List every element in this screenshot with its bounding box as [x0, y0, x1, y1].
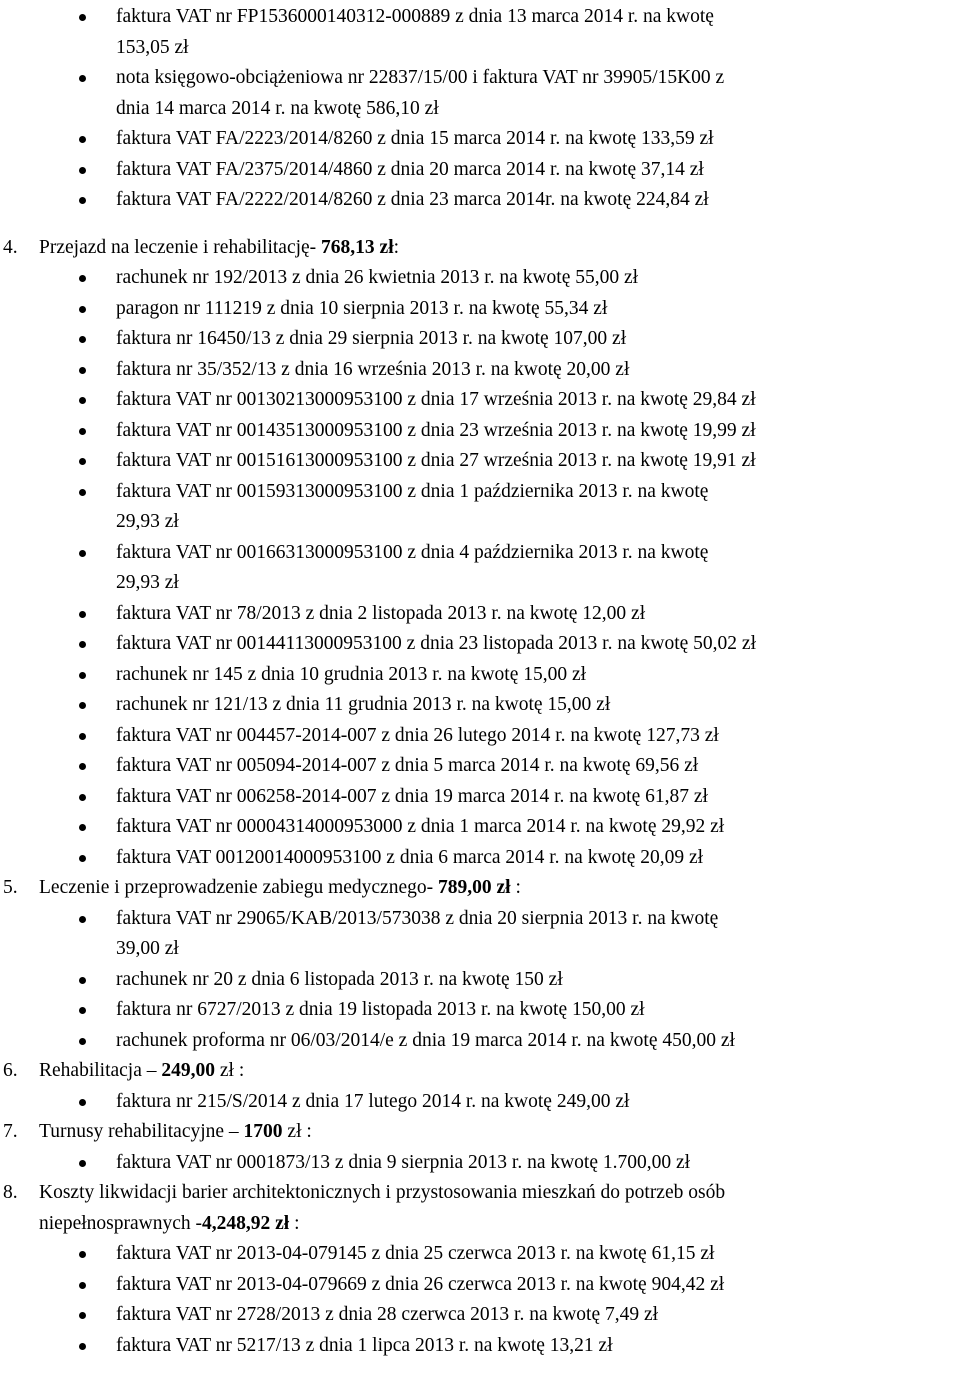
section-heading — [0, 873, 960, 904]
section-amount: 768,13 zł — [321, 236, 394, 258]
list-item: faktura VAT nr 78/2013 z dnia 2 listopada 2013 r. na kwotę 12,00 zł — [0, 599, 960, 630]
list-item: faktura VAT nr 2013-04-079669 z dnia 26 czerwca 2013 r. na kwotę 904,42 zł — [0, 1270, 960, 1301]
list-item: faktura VAT nr 5217/13 z dnia 1 lipca 2013 r. na kwotę 13,21 zł — [0, 1331, 960, 1362]
list-item: faktura VAT nr FP1536000140312-000889 z dnia 13 marca 2014 r. na kwotę — [0, 2, 960, 33]
list-item: faktura VAT nr 00151613000953100 z dnia 27 września 2013 r. na kwotę 19,91 zł — [0, 446, 960, 477]
list-item: faktura VAT 00120014000953100 z dnia 6 marca 2014 r. na kwotę 20,09 zł — [0, 843, 960, 874]
list-item-continuation: 29,93 zł — [116, 511, 179, 532]
list-item: faktura nr 35/352/13 z dnia 16 września 2013 r. na kwotę 20,00 zł — [0, 355, 960, 386]
list-item: faktura VAT nr 00004314000953000 z dnia 1 marca 2014 r. na kwotę 29,92 zł — [0, 812, 960, 843]
section-number: 6. — [3, 1060, 18, 1081]
list-item: rachunek proforma nr 06/03/2014/e z dnia 19 marca 2014 r. na kwotę 450,00 zł — [0, 1026, 960, 1057]
list-item: rachunek nr 121/13 z dnia 11 grudnia 2013 r. na kwotę 15,00 zł — [0, 690, 960, 721]
list-item: rachunek nr 20 z dnia 6 listopada 2013 r. na kwotę 150 zł — [0, 965, 960, 996]
list-item: faktura VAT nr 00130213000953100 z dnia 17 września 2013 r. na kwotę 29,84 zł — [0, 385, 960, 416]
list-item: faktura VAT nr 2013-04-079145 z dnia 25 czerwca 2013 r. na kwotę 61,15 zł — [0, 1239, 960, 1270]
list-item: nota księgowo-obciążeniowa nr 22837/15/00 i faktura VAT nr 39905/15K00 z — [0, 63, 960, 94]
section-amount: 789,00 zł — [437, 877, 511, 898]
list-item: faktura VAT nr 29065/KAB/2013/573038 z dnia 20 sierpnia 2013 r. na kwotę — [0, 904, 960, 935]
section-title-cont: niepełnosprawnych - — [39, 1212, 202, 1234]
list-item: faktura VAT nr 0001873/13 z dnia 9 sierpnia 2013 r. na kwotę 1.700,00 zł — [0, 1148, 960, 1179]
section-number: 7. — [3, 1121, 18, 1142]
list-item-continuation: dnia 14 marca 2014 r. na kwotę 586,10 zł — [116, 97, 439, 119]
section-heading — [0, 1056, 960, 1087]
section-heading — [0, 233, 960, 264]
list-item-continuation: 29,93 zł — [116, 572, 179, 593]
section-title-suffix: : — [393, 236, 400, 258]
list-item: faktura VAT nr 00166313000953100 z dnia 4 października 2013 r. na kwotę — [0, 538, 960, 569]
section-heading — [0, 1178, 960, 1209]
spacer — [0, 216, 960, 233]
list-item: faktura VAT nr 00144113000953100 z dnia 23 listopada 2013 r. na kwotę 50,02 zł — [0, 629, 960, 660]
section-amount: 249,00 — [161, 1060, 215, 1081]
section-title-suffix: zł : — [215, 1060, 245, 1081]
list-item: faktura VAT FA/2223/2014/8260 z dnia 15 marca 2014 r. na kwotę 133,59 zł — [0, 124, 960, 155]
list-item: faktura nr 6727/2013 z dnia 19 listopada 2013 r. na kwotę 150,00 zł — [0, 995, 960, 1026]
list-item: faktura VAT FA/2222/2014/8260 z dnia 23 marca 2014r. na kwotę 224,84 zł — [0, 185, 960, 216]
section-title: Przejazd na leczenie i rehabilitację- — [39, 236, 322, 258]
list-item-continuation: 39,00 zł — [116, 938, 179, 959]
list-item: faktura VAT nr 004457-2014-007 z dnia 26 lutego 2014 r. na kwotę 127,73 zł — [0, 721, 960, 752]
section-title: Leczenie i przeprowadzenie zabiegu medycznego- — [39, 877, 438, 898]
section-heading-continuation — [0, 1209, 960, 1240]
section-title: Rehabilitacja – — [39, 1060, 162, 1081]
section-number: 8. — [3, 1182, 18, 1203]
section-heading — [0, 1117, 960, 1148]
list-item-continuation: 153,05 zł — [116, 36, 189, 58]
list-item: faktura VAT nr 00159313000953100 z dnia 1 października 2013 r. na kwotę — [0, 477, 960, 508]
list-item: rachunek nr 145 z dnia 10 grudnia 2013 r. na kwotę 15,00 zł — [0, 660, 960, 691]
section-amount: 1700 — [243, 1121, 283, 1142]
section-title-suffix: zł : — [282, 1121, 312, 1142]
list-item: faktura VAT nr 00143513000953100 z dnia 23 września 2013 r. na kwotę 19,99 zł — [0, 416, 960, 447]
section-amount: 4,248,92 zł — [202, 1212, 290, 1234]
list-item: rachunek nr 192/2013 z dnia 26 kwietnia 2013 r. na kwotę 55,00 zł — [0, 263, 960, 294]
list-item: faktura VAT nr 2728/2013 z dnia 28 czerwca 2013 r. na kwotę 7,49 zł — [0, 1300, 960, 1331]
list-item: paragon nr 111219 z dnia 10 sierpnia 2013 r. na kwotę 55,34 zł — [0, 294, 960, 325]
list-item: faktura nr 16450/13 z dnia 29 sierpnia 2013 r. na kwotę 107,00 zł — [0, 324, 960, 355]
list-item: faktura VAT FA/2375/2014/4860 z dnia 20 marca 2014 r. na kwotę 37,14 zł — [0, 155, 960, 186]
section-title: Turnusy rehabilitacyjne – — [39, 1121, 244, 1142]
section-title-suffix: : — [510, 877, 521, 898]
section-number: 5. — [3, 877, 18, 898]
list-item: faktura VAT nr 006258-2014-007 z dnia 19 marca 2014 r. na kwotę 61,87 zł — [0, 782, 960, 813]
list-item: faktura nr 215/S/2014 z dnia 17 lutego 2014 r. na kwotę 249,00 zł — [0, 1087, 960, 1118]
list-item: faktura VAT nr 005094-2014-007 z dnia 5 marca 2014 r. na kwotę 69,56 zł — [0, 751, 960, 782]
section-title-suffix: : — [289, 1212, 300, 1234]
section-number: 4. — [3, 236, 18, 258]
section-title: Koszty likwidacji barier architektonicznych i przystosowania mieszkań do potrzeb osób — [39, 1182, 726, 1203]
